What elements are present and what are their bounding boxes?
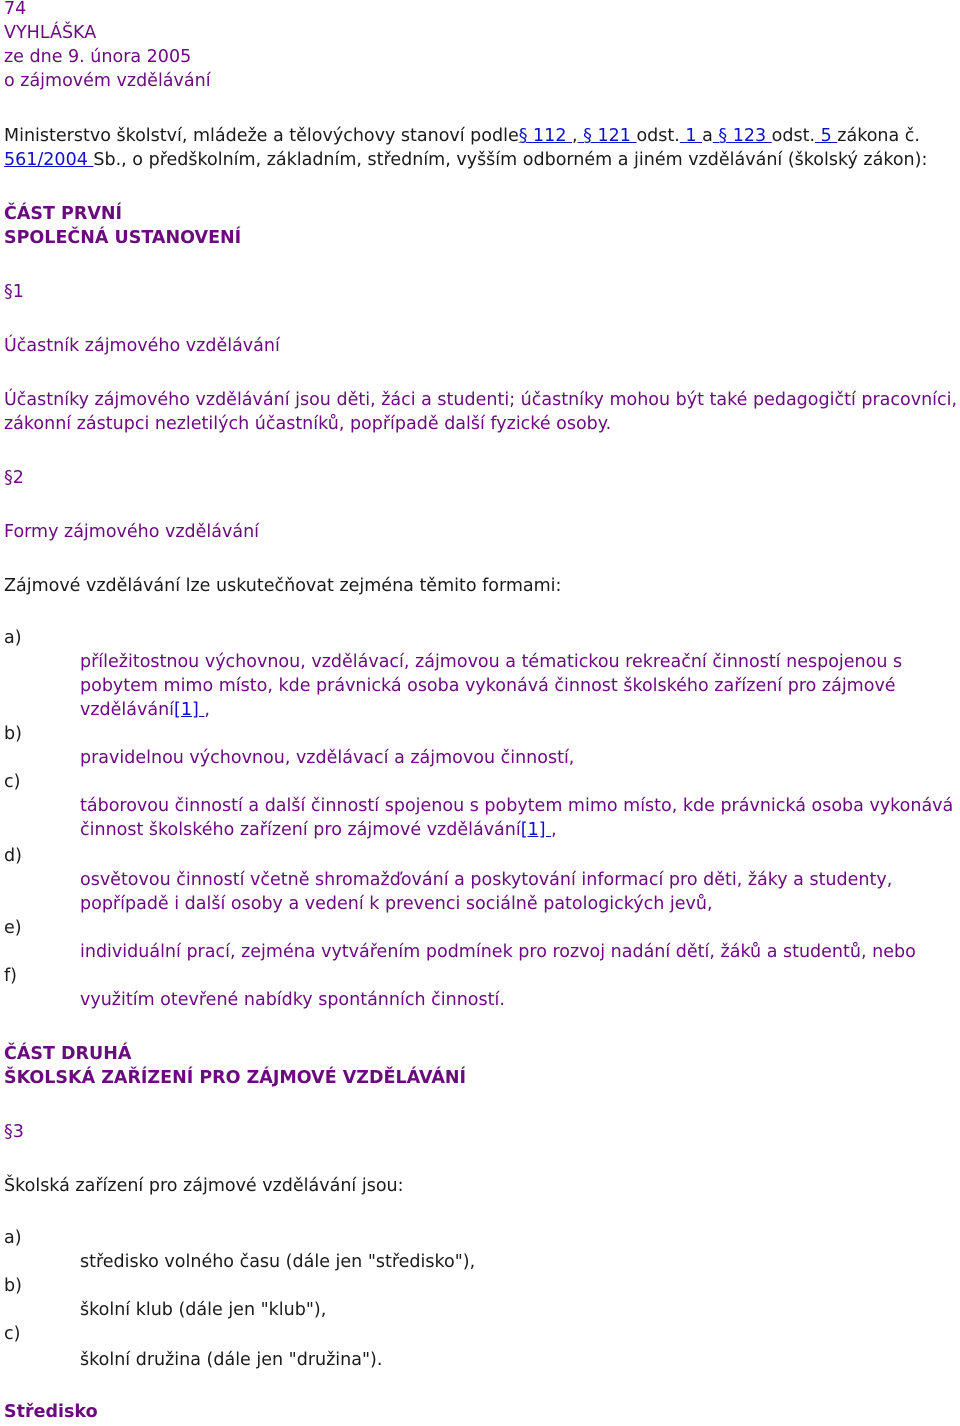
- list-item-line: vzdělávání[1] ,: [80, 700, 210, 720]
- list-item-line: pobytem mimo místo, kde právnická osoba vykonává činnost školského zařízení pro zájmové: [80, 676, 896, 696]
- list-item-line: školní klub (dále jen "klub"),: [80, 1300, 327, 1320]
- list-label: b): [4, 1276, 22, 1296]
- section-paragraph-line: Účastníky zájmového vzdělávání jsou děti, žáci a studenti; účastníky mohou být také pedagogičtí pracovníci,: [4, 390, 958, 410]
- list-item-line: osvětovou činností včetně shromažďování a poskytování informací pro děti, žáky a studenty,: [80, 870, 893, 890]
- section-number: §2: [4, 468, 24, 488]
- section-sign-icon: §: [518, 126, 528, 146]
- intro-text: Sb., o předškolním, základním, středním, vyšším odborném a jiném vzdělávání (školský zákon):: [93, 150, 928, 170]
- intro-text: zákona č.: [837, 126, 920, 146]
- list-label: c): [4, 1324, 21, 1344]
- list-label: a): [4, 628, 22, 648]
- list-item-line: táborovou činností a další činností spojenou s pobytem mimo místo, kde právnická osoba vykonává: [80, 796, 954, 816]
- list-item-line: popřípadě i další osoby a vedení k prevenci sociálně patologických jevů,: [80, 894, 713, 914]
- intro-text: a: [702, 126, 713, 146]
- part-heading: ČÁST PRVNÍ: [4, 204, 123, 224]
- list-label: a): [4, 1228, 22, 1248]
- subsection-heading: Středisko: [4, 1402, 98, 1422]
- list-lead: Zájmové vzdělávání lze uskutečňovat zejména těmito formami:: [4, 576, 562, 596]
- list-item-line: využitím otevřené nabídky spontánních činností.: [80, 990, 505, 1010]
- section-sign-icon: §: [4, 468, 13, 488]
- part-subheading: SPOLEČNÁ USTANOVENÍ: [4, 228, 242, 248]
- list-item-line: školní družina (dále jen "družina").: [80, 1350, 383, 1370]
- part-subheading: ŠKOLSKÁ ZAŘÍZENÍ PRO ZÁJMOVÉ VZDĚLÁVÁNÍ: [4, 1068, 467, 1088]
- part-heading: ČÁST DRUHÁ: [4, 1044, 132, 1064]
- section-sign-icon: §: [4, 1122, 13, 1142]
- intro-text: Ministerstvo školství, mládeže a tělovýchovy stanoví podle: [4, 126, 519, 146]
- law-link[interactable]: 1: [679, 126, 703, 146]
- list-label: c): [4, 772, 21, 792]
- list-label: d): [4, 846, 22, 866]
- document-date: ze dne 9. února 2005: [4, 47, 192, 67]
- footnote-link[interactable]: [1]: [520, 820, 552, 840]
- list-item-line: pravidelnou výchovnou, vzdělávací a zájmovou činností,: [80, 748, 575, 768]
- document-number: 74: [4, 0, 27, 19]
- law-link[interactable]: § 112: [518, 126, 573, 146]
- law-link[interactable]: § 123: [712, 126, 772, 146]
- list-item-line: činnost školského zařízení pro zájmové vzdělávání[1] ,: [80, 820, 557, 840]
- section-title: Formy zájmového vzdělávání: [4, 522, 260, 542]
- document-title: o zájmovém vzdělávání: [4, 71, 211, 91]
- list-item-line: individuální prací, zejména vytvářením podmínek pro rozvoj nadání dětí, žáků a studentů, nebo: [80, 942, 916, 962]
- intro-line-2: [4, 148, 927, 172]
- list-item-line: příležitostnou výchovnou, vzdělávací, zájmovou a tématickou rekreační činností nespojenou s: [80, 652, 903, 672]
- list-lead: Školská zařízení pro zájmové vzdělávání jsou:: [4, 1176, 404, 1196]
- list-item-line: středisko volného času (dále jen "středisko"),: [80, 1252, 476, 1272]
- law-link[interactable]: 5: [815, 126, 838, 146]
- section-sign-icon: §: [712, 126, 728, 146]
- section-number: §1: [4, 282, 24, 302]
- section-sign-icon: §: [4, 282, 13, 302]
- section-number: §3: [4, 1122, 24, 1142]
- list-label: f): [4, 966, 17, 986]
- section-paragraph-line: zákonní zástupci nezletilých účastníků, popřípadě další fyzické osoby.: [4, 414, 612, 434]
- section-sign-icon: §: [577, 126, 592, 146]
- footnote-link[interactable]: [1]: [174, 700, 205, 720]
- intro-line-1: [4, 124, 920, 148]
- list-label: b): [4, 724, 22, 744]
- law-link[interactable]: 561/2004: [4, 150, 94, 170]
- intro-text: odst.: [636, 126, 680, 146]
- list-label: e): [4, 918, 22, 938]
- law-link[interactable]: § 121: [577, 126, 637, 146]
- document-type: VYHLÁŠKA: [4, 23, 97, 43]
- section-title: Účastník zájmového vzdělávání: [4, 336, 280, 356]
- intro-text: odst.: [771, 126, 816, 146]
- intro-text: ,: [572, 126, 578, 146]
